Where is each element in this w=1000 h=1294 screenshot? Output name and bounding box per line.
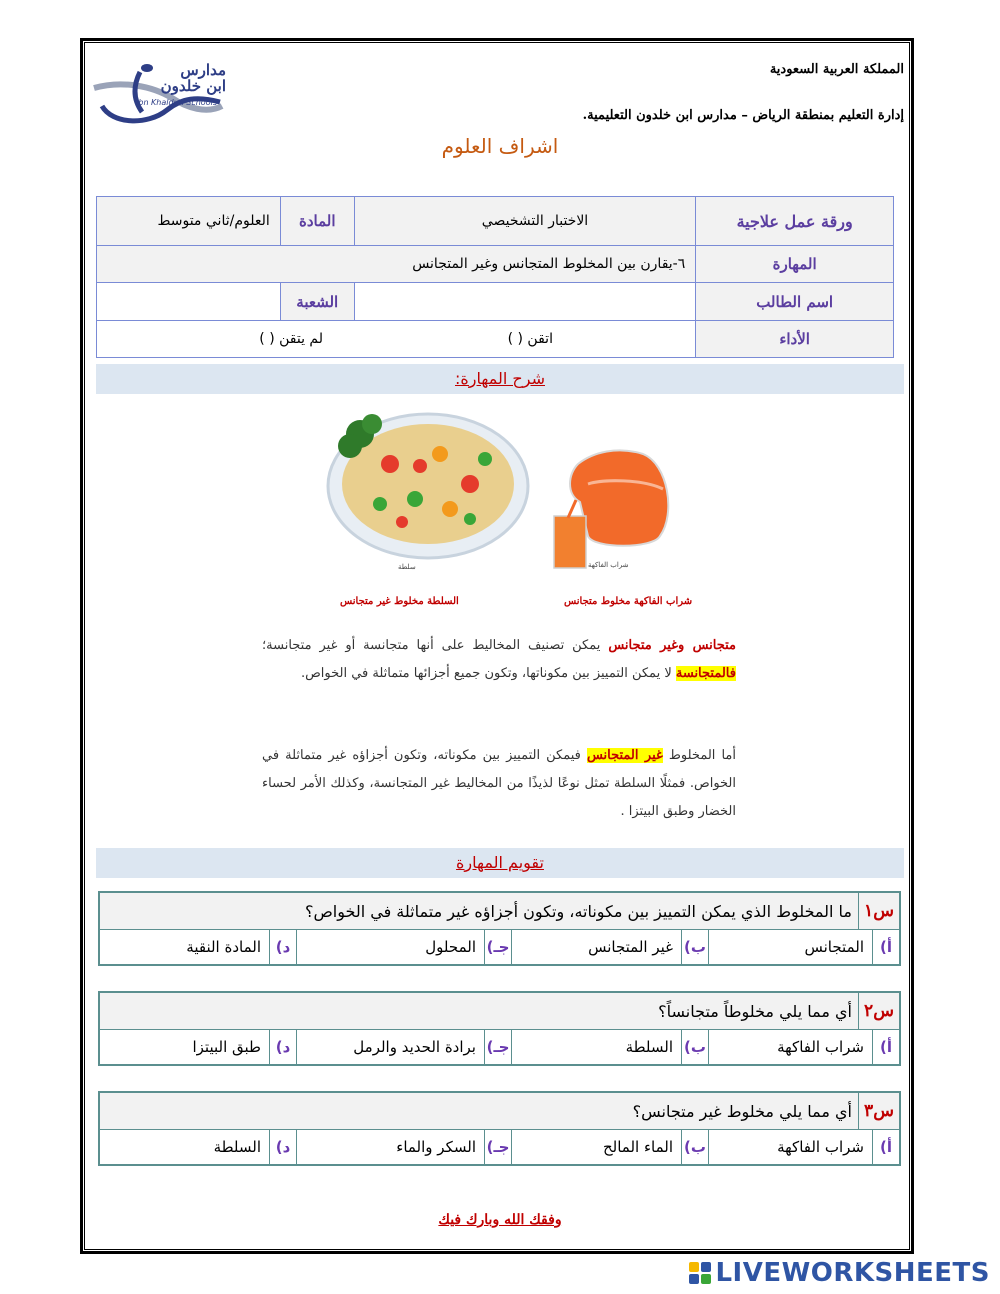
option-text: السلطة (213, 1138, 261, 1156)
country-label: المملكة العربية السعودية (769, 62, 904, 77)
option-text: الماء المالح (602, 1138, 673, 1156)
option-letter: أ) (872, 1030, 899, 1064)
section-label: الشعبة (280, 283, 354, 321)
option-a[interactable] (708, 1130, 899, 1164)
option-text: المحلول (425, 938, 476, 956)
option-c[interactable] (296, 1130, 511, 1164)
option-c[interactable] (296, 930, 511, 964)
section-field[interactable] (97, 283, 281, 321)
salad-small-caption: سلطة (398, 563, 416, 571)
option-text: برادة الحديد والرمل (353, 1038, 476, 1056)
option-b[interactable] (511, 1030, 708, 1064)
question-number: س٣ (864, 1101, 894, 1121)
option-letter: جـ) (484, 930, 511, 964)
option-d[interactable] (100, 1030, 296, 1064)
highlight-homogeneous: فالمتجانسة (675, 666, 736, 681)
option-d[interactable] (100, 930, 296, 964)
option-b[interactable] (511, 1130, 708, 1164)
skill-value: ٦-يقارن بين المخلوط المتجانس وغير المتجانس (97, 246, 696, 283)
juice-small-caption: شراب الفاكهة (588, 561, 629, 569)
paragraph2-text-a: أما المخلوط (662, 748, 737, 763)
question-2 (98, 991, 901, 1066)
option-letter: ب) (681, 1030, 708, 1064)
question-1 (98, 891, 901, 966)
not-mastered-option[interactable]: لم يتقن ( ) (259, 331, 324, 347)
highlight-heterogeneous: غير المتجانس (586, 748, 663, 763)
paragraph-homogeneous (262, 632, 736, 688)
question-text: أي مما يلي مخلوط غير متجانس؟ (632, 1101, 852, 1121)
evaluation-band-title: تقويم المهارة (96, 848, 904, 878)
option-letter: جـ) (484, 1030, 511, 1064)
paragraph-title: متجانس وغير متجانس (608, 638, 736, 653)
option-letter: أ) (872, 930, 899, 964)
school-logo (92, 58, 232, 128)
department-title: اشراف العلوم (441, 134, 559, 158)
closing-blessing: وفقك الله وبارك فيك (438, 1212, 562, 1228)
explanation-band-title: شرح المهارة: (96, 364, 904, 394)
question-text: ما المخلوط الذي يمكن التمييز بين مكوناته، وتكون أجزاؤه غير متماثلة في الخواص؟ (304, 901, 852, 921)
test-name: الاختبار التشخيصي (354, 197, 696, 246)
paragraph-text-a: يمكن تصنيف المخاليط على أنها متجانسة أو غير متجانسة؛ (262, 638, 609, 653)
salad-caption: السلطة مخلوط غير متجانس (340, 596, 459, 607)
question-number: س١ (864, 901, 894, 921)
logo-line-2: ابن خلدون (160, 77, 226, 95)
performance-label: الأداء (696, 321, 894, 358)
logo-english: Ibn Khaldun Schools (136, 98, 217, 107)
option-letter: جـ) (484, 1130, 511, 1164)
directorate-label: إدارة التعليم بمنطقة الرياض – مدارس ابن خلدون التعليمية. (582, 108, 904, 123)
paragraph-text-b: لا يمكن التمييز بين مكوناتها، وتكون جميع أجزائها متماثلة في الخواص. (300, 666, 676, 681)
juice-caption: شراب الفاكهة مخلوط متجانس (564, 596, 693, 607)
mastered-option[interactable]: اتقن ( ) (507, 331, 553, 347)
sheet-type-label: ورقة عمل علاجية (696, 197, 894, 246)
option-a[interactable] (708, 1030, 899, 1064)
option-text: المادة النقية (186, 938, 261, 956)
question-text: أي مما يلي مخلوطاً متجانساً؟ (658, 1001, 852, 1021)
option-a[interactable] (708, 930, 899, 964)
option-text: السلطة (625, 1038, 673, 1056)
option-b[interactable] (511, 930, 708, 964)
option-letter: ب) (681, 1130, 708, 1164)
question-3 (98, 1091, 901, 1166)
option-letter: د) (269, 930, 296, 964)
option-letter: ب) (681, 930, 708, 964)
worksheet-info-table (96, 196, 894, 358)
subject-label: المادة (280, 197, 354, 246)
option-text: المتجانس (804, 938, 864, 956)
option-text: غير المتجانس (588, 938, 673, 956)
salad-image (320, 404, 530, 574)
juice-image (548, 444, 683, 574)
option-c[interactable] (296, 1030, 511, 1064)
paragraph2-text-b: فيمكن التمييز بين مكوناته، وتكون أجزاؤه غير متماثلة في الخواص. فمثلًا السلطة تمثل نوعًا لذيذًا من المخاليط غير المتجانسة، وكذلك الأمر لحساء الخضار وطبق البيتزا . (262, 748, 736, 819)
option-letter: د) (269, 1030, 296, 1064)
brand-text: LIVEWORKSHEETS (715, 1258, 990, 1288)
option-text: طبق البيتزا (192, 1038, 261, 1056)
student-name-field[interactable] (354, 283, 696, 321)
liveworksheets-logo-icon (689, 1262, 711, 1284)
paragraph-heterogeneous (262, 742, 736, 826)
option-letter: د) (269, 1130, 296, 1164)
liveworksheets-brand (689, 1258, 990, 1288)
skill-label: المهارة (696, 246, 894, 283)
option-text: السكر والماء (396, 1138, 476, 1156)
logo-line-1: مدارس (180, 61, 226, 79)
question-number: س٢ (864, 1001, 894, 1021)
option-text: شراب الفاكهة (777, 1038, 864, 1056)
option-d[interactable] (100, 1130, 296, 1164)
option-letter: أ) (872, 1130, 899, 1164)
student-name-label: اسم الطالب (696, 283, 894, 321)
subject-value: العلوم/ثاني متوسط (97, 197, 281, 246)
option-text: شراب الفاكهة (777, 1138, 864, 1156)
